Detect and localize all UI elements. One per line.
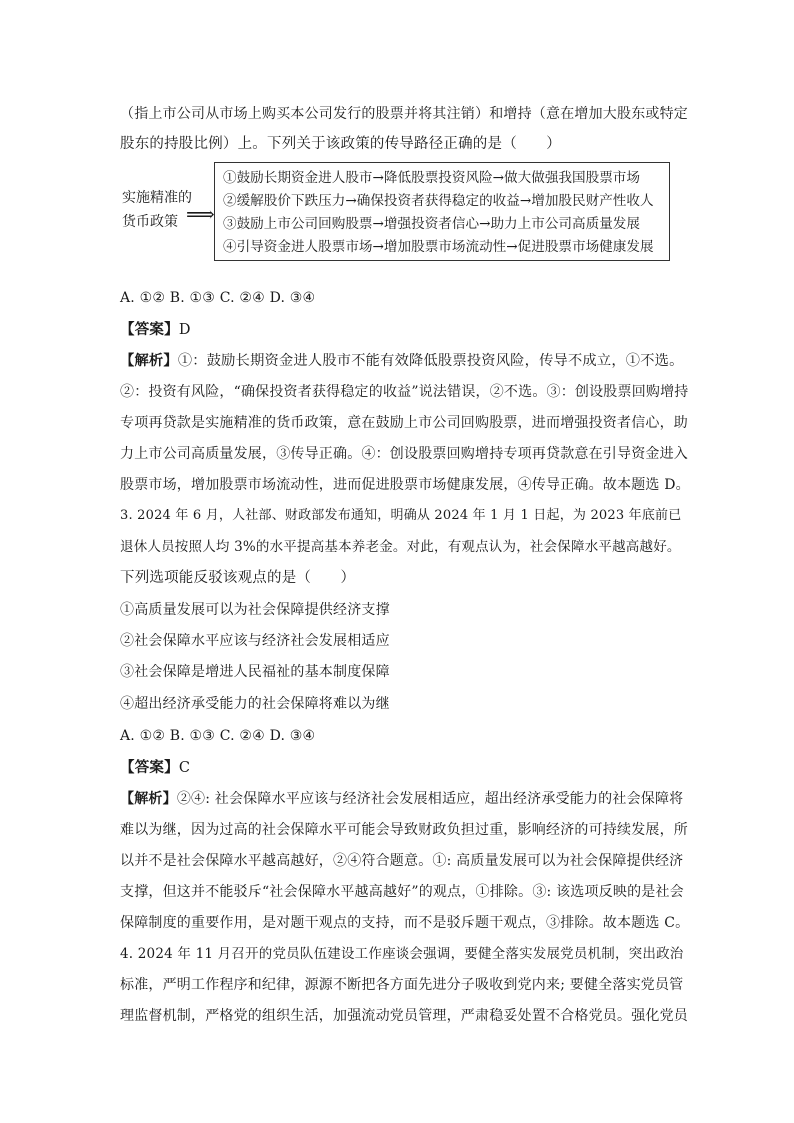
q3-option-3: ③社会保障是增进人民福祉的基本制度保障 [120, 664, 390, 680]
policy-label-line-1: 实施精准的 [122, 190, 192, 206]
q3-analysis-line-1 [120, 789, 690, 809]
path-item-2: ②缓解股价下跌压力→确保投资者获得稳定的收益→增加股民财产性收人 [223, 193, 654, 209]
q3-answer [120, 758, 690, 778]
analysis-text: ②④: 社会保障水平应该与经济社会发展相适应，超出经济承受能力的社会保障将 [176, 791, 684, 807]
q2-answer [120, 320, 690, 340]
q3-analysis-line-5: 保障制度的重要作用，是对题干观点的支持，而不是驳斥题干观点，③排除。故本题选 C。 [120, 915, 690, 931]
answer-tag: 【答案】 [120, 759, 179, 776]
analysis-tag: 【解析】 [120, 353, 178, 369]
q3-stem-line-2: 退休人员按照人均 3%的水平提高基本养老金。对此，有观点认为，社会保障水平越高越好。 [120, 539, 681, 555]
answer-value: D [178, 322, 191, 338]
q3-stem-line-1: 3. 2024 年 6 月，人社部、财政部发布通知，明确从 2024 年 1 月 1 日起，为 2023 年底前已 [120, 508, 682, 523]
q2-stem-line-1: （指上市公司从市场上购买本公司发行的股票并将其注销）和增持（意在增加大股东或特定 [120, 106, 688, 122]
q3-option-4: ④超出经济承受能力的社会保障将难以为继 [120, 696, 390, 712]
q4-stem-line-1: 4. 2024 年 11 月召开的党员队伍建设工作座谈会强调，要健全落实发展党员机制，突出政治 [120, 946, 684, 962]
transmission-path-box [214, 162, 670, 261]
path-item-1: ①鼓励长期资金进人股市→降低股票投资风险→做大做强我国股票市场 [223, 170, 640, 186]
q2-analysis-line-1 [120, 351, 690, 371]
double-arrow-icon: ⟹ [186, 202, 215, 226]
answer-tag: 【答案】 [120, 321, 179, 338]
q2-analysis-line-3: 专项再贷款是实施精准的货币政策，意在鼓励上市公司回购股票，进而增强投资者信心，助 [120, 415, 688, 431]
q4-stem-line-2: 标准，严明工作程序和纪律，源源不断把各方面先进分子吸收到党内来; 要健全落实党员管 [120, 977, 684, 993]
q2-analysis-line-5: 股票市场，增加股票市场流动性，进而促进股票市场健康发展，④传导正确。故本题选 D。 [120, 477, 690, 493]
policy-label-line-2: 货币政策 [122, 214, 178, 230]
q3-choices: A. ①② B. ①③ C. ②④ D. ③④ [120, 728, 316, 744]
q3-option-2: ②社会保障水平应该与经济社会发展相适应 [120, 633, 390, 649]
answer-value: C [178, 760, 191, 776]
q3-analysis-line-3: 以并不是社会保障水平越高越好，②④符合题意。①: 高质量发展可以为社会保障提供经济 [120, 853, 684, 869]
analysis-tag: 【解析】 [120, 791, 177, 807]
q4-stem-line-3: 理监督机制，严格党的组织生活，加强流动党员管理，严肃稳妥处置不合格党员。强化党员 [120, 1008, 688, 1024]
path-item-4: ④引导资金进人股票市场→增加股票市场流动性→促进股票市场健康发展 [223, 239, 654, 255]
q3-analysis-line-4: 支撑，但这并不能驳斥“社会保障水平越高越好”的观点，①排除。③: 该选项反映的是社会 [120, 884, 684, 900]
q3-analysis-line-2: 难以为继，因为过高的社会保障水平可能会导致财政负担过重，影响经济的可持续发展，所 [120, 822, 688, 838]
path-item-3: ③鼓励上市公司回购股票→增强投资者信心→助力上市公司高质量发展 [223, 216, 640, 232]
q2-analysis-line-4: 力上市公司高质量发展，③传导正确。④：创设股票回购增持专项再贷款意在引导资金进入 [120, 446, 688, 462]
q2-choices: A. ①② B. ①③ C. ②④ D. ③④ [120, 290, 316, 306]
q3-stem-line-3: 下列选项能反驳该观点的是（ ） [120, 570, 356, 586]
q2-analysis-line-2: ②：投资有风险，“确保投资者获得稳定的收益”说法错误，②不选。③：创设股票回购增持 [120, 384, 689, 400]
q2-stem-line-2: 股东的持股比例）上。下列关于该政策的传导路径正确的是（ ） [120, 136, 561, 152]
q3-option-1: ①高质量发展可以为社会保障提供经济支撑 [120, 602, 390, 618]
analysis-text: ①：鼓励长期资金进人股市不能有效降低股票投资风险，传导不成立，①不选。 [177, 353, 684, 369]
